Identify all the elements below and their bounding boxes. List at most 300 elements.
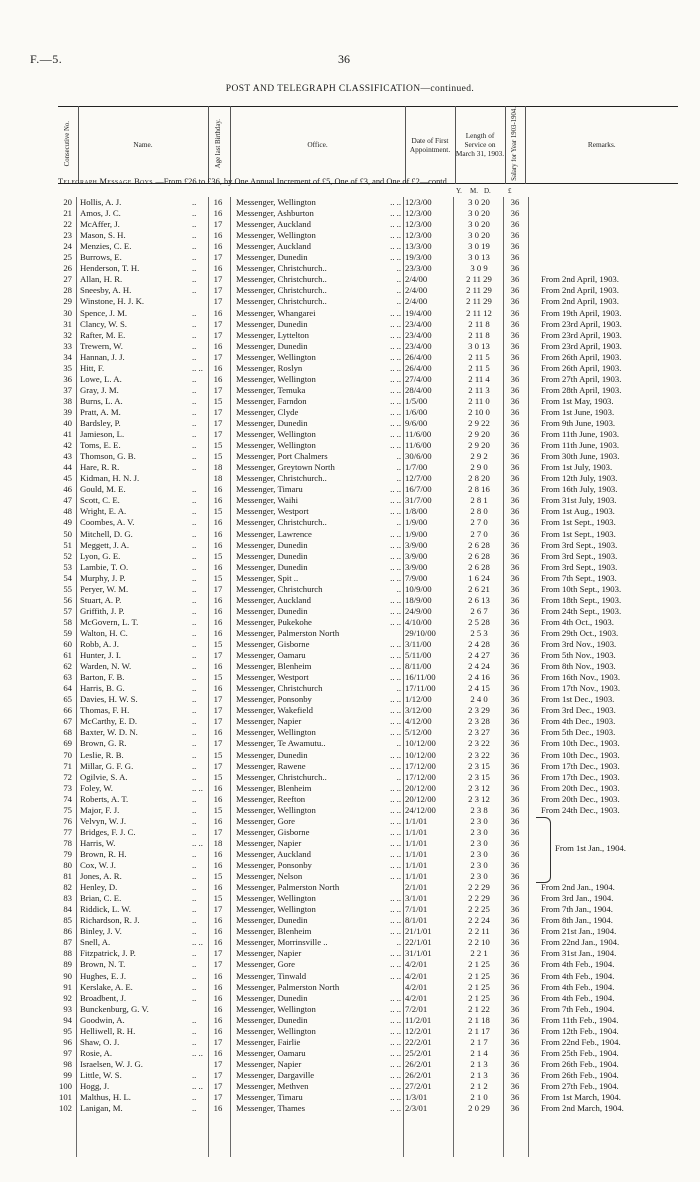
- row-name: Binley, J. V.: [80, 926, 122, 937]
- row-date: 24/9/00: [405, 605, 432, 616]
- row-name: Foley, W.: [80, 782, 113, 793]
- row-length-of-service: 2 4 15: [468, 683, 490, 694]
- table-row: [58, 363, 688, 374]
- row-date: 1/9/00: [405, 517, 428, 528]
- row-length-of-service: 2 9 20: [468, 440, 490, 451]
- row-remark: From 4th Feb., 1904.: [541, 970, 615, 981]
- table-row: [58, 285, 688, 296]
- col-name: Name.: [78, 107, 208, 184]
- row-name-dots: ..: [192, 285, 197, 296]
- table-row: [58, 1070, 688, 1081]
- row-number: 86: [63, 926, 72, 937]
- table-row: [58, 540, 688, 551]
- row-remark: From 7th Jan., 1904.: [541, 904, 613, 915]
- row-office: Messenger, Dunedin: [236, 915, 308, 926]
- row-remark: From 3rd Sept., 1903.: [541, 561, 618, 572]
- row-name: Thomas, F. H.: [80, 705, 130, 716]
- row-length-of-service: 2 8 20: [468, 473, 490, 484]
- row-age: 16: [213, 230, 223, 241]
- row-length-of-service: 2 11 8: [468, 329, 490, 340]
- row-age: 17: [213, 418, 223, 428]
- table-row: [58, 882, 688, 893]
- row-age: 17: [213, 318, 223, 329]
- row-number: 41: [63, 429, 72, 440]
- row-leader-dots: .. ..: [390, 760, 401, 771]
- row-name: Shaw, O. J.: [80, 1036, 120, 1047]
- row-remark: From 26th April, 1903.: [541, 351, 622, 362]
- row-length-of-service: 2 9 0: [470, 462, 488, 473]
- row-age: 17: [213, 274, 223, 285]
- row-remark: From 17th Dec., 1903.: [541, 771, 620, 782]
- row-name: Velvyn, W. J.: [80, 815, 127, 826]
- row-remark: From 3rd Nov., 1903.: [541, 639, 617, 649]
- row-length-of-service: 2 3 12: [468, 782, 490, 793]
- row-name-dots: ..: [192, 495, 197, 506]
- row-date: 11/6/00: [405, 429, 432, 440]
- row-name-dots: ..: [192, 539, 197, 550]
- row-remark: From 31st July, 1903.: [541, 495, 617, 506]
- row-name-dots: ..: [192, 727, 197, 738]
- table-row: [58, 352, 688, 363]
- row-number: 91: [63, 981, 72, 992]
- row-remark: From 1st March, 1904.: [541, 1092, 621, 1103]
- row-name: Harris, B. G.: [80, 683, 125, 694]
- row-salary: 36: [510, 307, 520, 318]
- row-length-of-service: 3 0 9: [470, 263, 488, 274]
- row-leader-dots: .. ..: [390, 804, 401, 815]
- row-age: 15: [213, 550, 223, 561]
- row-length-of-service: 2 5 28: [468, 616, 490, 627]
- row-name-dots: ..: [192, 826, 197, 837]
- row-salary: 36: [510, 219, 520, 230]
- row-number: 42: [63, 440, 72, 451]
- row-leader-dots: .. ..: [390, 241, 401, 252]
- row-number: 40: [63, 418, 72, 428]
- row-length-of-service: 2 9 20: [468, 429, 490, 440]
- row-age: 15: [213, 440, 223, 451]
- table-row: [58, 595, 688, 606]
- row-name: Snell, A.: [80, 937, 111, 948]
- row-name-dots: ..: [192, 561, 197, 572]
- row-name-dots: ..: [192, 1103, 197, 1114]
- row-number: 29: [63, 296, 72, 307]
- row-remark: From 1st June, 1903.: [541, 406, 615, 417]
- row-date: 1/5/00: [405, 395, 428, 406]
- row-name: Hunter, J. I.: [80, 650, 121, 661]
- row-leader-dots: .. ..: [390, 661, 401, 672]
- row-remark: From 23rd April, 1903.: [541, 318, 622, 329]
- row-salary: 36: [510, 959, 520, 970]
- row-date: 23/4/00: [405, 329, 432, 340]
- row-name: Robb, A. J.: [80, 639, 119, 649]
- row-name-dots: .. ..: [192, 1081, 203, 1091]
- row-name: Spence, J. M.: [80, 307, 128, 318]
- row-salary: 36: [510, 429, 520, 440]
- row-length-of-service: 2 1 7: [470, 1036, 488, 1047]
- row-office: Messenger, Gisborne: [236, 826, 310, 837]
- row-date: 1/1/01: [405, 826, 428, 837]
- row-age: 16: [213, 517, 223, 528]
- table-row: [58, 529, 688, 540]
- row-number: 101: [58, 1092, 72, 1103]
- row-number: 33: [63, 340, 72, 351]
- row-office: Messenger, Whangarei: [236, 307, 316, 318]
- row-office: Messenger, Wellington: [236, 351, 316, 362]
- row-name-dots: ..: [192, 1069, 197, 1080]
- row-name: Clancy, W. S.: [80, 318, 127, 329]
- row-age: 16: [213, 992, 223, 1003]
- row-age: 16: [213, 528, 223, 539]
- row-length-of-service: 2 1 25: [468, 959, 490, 970]
- row-name-dots: .. ..: [192, 1047, 203, 1058]
- row-length-of-service: 2 4 0: [470, 694, 488, 705]
- row-leader-dots: .. ..: [390, 208, 401, 219]
- row-remark: From 12th July, 1903.: [541, 473, 618, 484]
- row-number: 61: [63, 650, 72, 661]
- row-leader-dots: .. ..: [390, 650, 401, 661]
- row-leader-dots: .. ..: [390, 915, 401, 926]
- row-leader-dots: .. ..: [390, 1047, 401, 1058]
- row-salary: 36: [510, 197, 520, 207]
- row-remark: From 1st Dec., 1903.: [541, 694, 615, 705]
- row-salary: 36: [510, 848, 520, 859]
- row-office: Messenger, Temuka: [236, 384, 306, 395]
- row-date: 7/9/00: [405, 572, 428, 583]
- row-age: 16: [213, 1047, 223, 1058]
- row-date: 3/1/01: [405, 893, 428, 904]
- row-leader-dots: .. ..: [390, 837, 401, 848]
- row-remark: From 24th Dec., 1903.: [541, 804, 620, 815]
- row-number: 38: [63, 395, 72, 406]
- row-age: 15: [213, 871, 223, 882]
- row-name: Barton, F. B.: [80, 672, 125, 683]
- table-row: [58, 993, 688, 1004]
- row-leader-dots: .. ..: [390, 406, 401, 417]
- row-leader-dots: .. ..: [390, 395, 401, 406]
- table-row: [58, 661, 688, 672]
- row-salary: 36: [510, 418, 520, 428]
- col-salary: Salary for Year 1903-1904.: [505, 107, 525, 184]
- row-number: 87: [63, 937, 72, 948]
- row-office: Messenger, Ashburton: [236, 208, 314, 219]
- row-office: Messenger, Christchurch..: [236, 263, 327, 274]
- row-office: Messenger, Napier: [236, 1058, 302, 1069]
- row-name: Lanigan, M.: [80, 1103, 123, 1114]
- row-length-of-service: 2 7 0: [470, 517, 488, 528]
- row-name: Malthus, H. L.: [80, 1092, 131, 1103]
- row-number: 24: [63, 241, 72, 252]
- row-leader-dots: .. ..: [390, 1069, 401, 1080]
- row-date: 12/3/00: [405, 197, 432, 207]
- row-name-dots: ..: [192, 1025, 197, 1036]
- brace-remark: From 1st Jan., 1904.: [555, 843, 626, 854]
- table-row: [58, 683, 688, 694]
- row-office: Messenger, Greytown North: [236, 462, 335, 473]
- row-date: 21/1/01: [405, 926, 432, 937]
- row-salary: 36: [510, 782, 520, 793]
- table-row: [58, 429, 688, 440]
- row-name: Amos, J. C.: [80, 208, 121, 219]
- row-remark: From 24th Sept., 1903.: [541, 605, 622, 616]
- row-name: Rosie, A.: [80, 1047, 113, 1058]
- table-row: [58, 440, 688, 451]
- table-row: [58, 418, 688, 429]
- row-name-dots: ..: [192, 694, 197, 705]
- row-remark: From 1st July, 1903.: [541, 462, 613, 473]
- row-salary: 36: [510, 882, 520, 893]
- row-date: 20/12/00: [405, 782, 436, 793]
- row-length-of-service: 3 0 20: [468, 219, 490, 230]
- row-salary: 36: [510, 384, 520, 395]
- row-salary: 36: [510, 1081, 520, 1091]
- row-remark: From 12th Feb., 1904.: [541, 1025, 619, 1036]
- row-age: 16: [213, 373, 223, 384]
- row-salary: 36: [510, 572, 520, 583]
- table-body: [58, 197, 688, 1157]
- row-length-of-service: 3 0 20: [468, 197, 490, 207]
- table-row: [58, 1026, 688, 1037]
- row-leader-dots: .. ..: [390, 550, 401, 561]
- table-row: [58, 893, 688, 904]
- row-name: Mitchell, D. G.: [80, 528, 133, 539]
- row-office: Messenger, Christchurch..: [236, 517, 327, 528]
- row-name-dots: ..: [192, 981, 197, 992]
- row-leader-dots: .. ..: [390, 959, 401, 970]
- table-row: [58, 385, 688, 396]
- row-age: 16: [213, 661, 223, 672]
- row-salary: 36: [510, 274, 520, 285]
- table-row: [58, 750, 688, 761]
- row-remark: From 19th April, 1903.: [541, 307, 622, 318]
- row-name-dots: ..: [192, 970, 197, 981]
- row-remark: From 2nd April, 1903.: [541, 285, 619, 296]
- row-age: 16: [213, 815, 223, 826]
- row-salary: 36: [510, 263, 520, 274]
- row-remark: From 29th Oct., 1903.: [541, 627, 619, 638]
- row-name-dots: .. ..: [192, 937, 203, 948]
- row-leader-dots: ..: [396, 462, 401, 473]
- row-leader-dots: .. ..: [390, 1058, 401, 1069]
- row-name-dots: ..: [192, 992, 197, 1003]
- table-row: [58, 1048, 688, 1059]
- row-date: 23/4/00: [405, 340, 432, 351]
- row-date: 20/12/00: [405, 793, 436, 804]
- row-salary: 36: [510, 616, 520, 627]
- row-leader-dots: .. ..: [390, 495, 401, 506]
- row-name: Fitzpatrick, J. P.: [80, 948, 136, 959]
- row-date: 26/4/00: [405, 351, 432, 362]
- row-number: 78: [63, 837, 72, 848]
- row-length-of-service: 2 3 0: [470, 826, 488, 837]
- table-row: [58, 551, 688, 562]
- row-length-of-service: 2 1 25: [468, 981, 490, 992]
- row-number: 97: [63, 1047, 72, 1058]
- row-age: 16: [213, 605, 223, 616]
- unit-days: D.: [484, 187, 491, 195]
- row-remark: From 21st Jan., 1904.: [541, 926, 617, 937]
- row-date: 5/11/00: [405, 650, 432, 661]
- row-salary: 36: [510, 594, 520, 605]
- row-salary: 36: [510, 395, 520, 406]
- row-number: 50: [63, 528, 72, 539]
- row-salary: 36: [510, 550, 520, 561]
- row-salary: 36: [510, 760, 520, 771]
- row-name: Leslie, R. B.: [80, 749, 124, 760]
- row-name-dots: ..: [192, 340, 197, 351]
- row-name-dots: ..: [192, 384, 197, 395]
- row-office: Messenger, Te Awamutu..: [236, 738, 326, 749]
- row-leader-dots: .. ..: [390, 860, 401, 870]
- row-number: 21: [63, 208, 72, 219]
- row-remark: From 4th Feb., 1904.: [541, 959, 615, 970]
- row-age: 17: [213, 384, 223, 395]
- row-name: Bunckenburg, G. V.: [80, 1003, 149, 1014]
- row-office: Messenger, Napier: [236, 716, 302, 727]
- row-office: Messenger, Christchurch..: [236, 274, 327, 285]
- row-name-dots: ..: [192, 860, 197, 870]
- table-row: [58, 330, 688, 341]
- row-number: 58: [63, 616, 72, 627]
- row-length-of-service: 2 2 25: [468, 904, 490, 915]
- table-row: [58, 1037, 688, 1048]
- table-row: [58, 937, 688, 948]
- row-name: Warden, N. W.: [80, 661, 132, 672]
- row-leader-dots: .. ..: [390, 418, 401, 428]
- row-salary: 36: [510, 440, 520, 451]
- row-leader-dots: .. ..: [390, 594, 401, 605]
- row-remark: From 16th Nov., 1903.: [541, 672, 621, 683]
- row-age: 15: [213, 893, 223, 904]
- row-number: 69: [63, 738, 72, 749]
- row-date: 11/6/00: [405, 440, 432, 451]
- row-age: 16: [213, 915, 223, 926]
- row-leader-dots: .. ..: [390, 992, 401, 1003]
- row-length-of-service: 2 3 22: [468, 749, 490, 760]
- row-office: Messenger, Palmerston North: [236, 627, 340, 638]
- row-length-of-service: 2 3 0: [470, 860, 488, 870]
- row-number: 35: [63, 362, 72, 373]
- row-name: Hannan, J. J.: [80, 351, 125, 362]
- row-name-dots: ..: [192, 451, 197, 462]
- table-row: [58, 1092, 688, 1103]
- row-name: Menzies, C. E.: [80, 241, 132, 252]
- row-office: Messenger, Waihi: [236, 495, 299, 506]
- row-remark: From 3rd Sept., 1903.: [541, 539, 618, 550]
- row-office: Messenger, Wellington: [236, 804, 316, 815]
- row-name: Pratt, A. M.: [80, 406, 121, 417]
- row-date: 8/1/01: [405, 915, 428, 926]
- row-length-of-service: 2 1 4: [470, 1047, 488, 1058]
- table-row: [58, 252, 688, 263]
- row-office: Messenger, Blenheim: [236, 661, 312, 672]
- row-number: 90: [63, 970, 72, 981]
- row-date: 1/1/01: [405, 871, 428, 882]
- row-length-of-service: 2 2 1: [470, 948, 488, 959]
- row-number: 72: [63, 771, 72, 782]
- row-number: 60: [63, 639, 72, 649]
- row-office: Messenger, Oamaru: [236, 1047, 306, 1058]
- row-leader-dots: .. ..: [390, 694, 401, 705]
- row-age: 17: [213, 904, 223, 915]
- row-name-dots: ..: [192, 616, 197, 627]
- row-age: 16: [213, 340, 223, 351]
- row-length-of-service: 2 10 0: [468, 406, 490, 417]
- row-date: 8/11/00: [405, 661, 432, 672]
- row-number: 80: [63, 860, 72, 870]
- row-leader-dots: ..: [396, 263, 401, 274]
- row-date: 17/12/00: [405, 771, 436, 782]
- row-office: Messenger, Dunedin: [236, 340, 308, 351]
- row-number: 67: [63, 716, 72, 727]
- col-length-of-service: Length of Service on March 31, 1903.: [455, 107, 505, 184]
- row-salary: 36: [510, 650, 520, 661]
- row-leader-dots: .. ..: [390, 572, 401, 583]
- row-name-dots: ..: [192, 572, 197, 583]
- row-name-dots: ..: [192, 395, 197, 406]
- row-name: Cox, W. J.: [80, 860, 116, 870]
- row-leader-dots: .. ..: [390, 782, 401, 793]
- row-number: 28: [63, 285, 72, 296]
- row-age: 16: [213, 793, 223, 804]
- row-age: 17: [213, 760, 223, 771]
- brace-mark: [536, 817, 551, 883]
- row-remark: From 27th Feb., 1904.: [541, 1081, 619, 1091]
- row-salary: 36: [510, 484, 520, 495]
- table-row: [58, 860, 688, 871]
- row-leader-dots: .. ..: [390, 1003, 401, 1014]
- row-leader-dots: .. ..: [390, 904, 401, 915]
- row-salary: 36: [510, 1047, 520, 1058]
- row-salary: 36: [510, 318, 520, 329]
- row-date: 13/3/00: [405, 241, 432, 252]
- row-name: Hare, R. R.: [80, 462, 120, 473]
- row-number: 52: [63, 550, 72, 561]
- row-leader-dots: ..: [396, 274, 401, 285]
- row-name-dots: ..: [192, 815, 197, 826]
- row-date: 2/4/00: [405, 285, 428, 296]
- row-leader-dots: .. ..: [390, 539, 401, 550]
- row-office: Messenger, Westport: [236, 672, 309, 683]
- row-remark: From 18th Sept., 1903.: [541, 594, 622, 605]
- table-row: [58, 1081, 688, 1092]
- row-name: Hughes, E. J.: [80, 970, 127, 981]
- row-office: Messenger, Morrinsville ..: [236, 937, 328, 948]
- row-length-of-service: 2 0 29: [468, 1103, 490, 1114]
- row-age: 16: [213, 241, 223, 252]
- row-remark: From 3rd Sept., 1903.: [541, 550, 618, 561]
- row-number: 39: [63, 406, 72, 417]
- row-age: 16: [213, 860, 223, 870]
- row-number: 65: [63, 694, 72, 705]
- table-row: [58, 915, 688, 926]
- row-salary: 36: [510, 561, 520, 572]
- row-leader-dots: .. ..: [390, 926, 401, 937]
- row-number: 79: [63, 848, 72, 859]
- row-length-of-service: 2 1 0: [470, 1092, 488, 1103]
- row-length-of-service: 2 5 3: [470, 627, 488, 638]
- row-length-of-service: 2 3 15: [468, 771, 490, 782]
- row-length-of-service: 2 11 29: [466, 274, 492, 285]
- table-row: [58, 573, 688, 584]
- row-age: 17: [213, 1036, 223, 1047]
- row-salary: 36: [510, 694, 520, 705]
- row-leader-dots: .. ..: [390, 1092, 401, 1103]
- row-number: 70: [63, 749, 72, 760]
- row-age: 16: [213, 848, 223, 859]
- row-remark: From 17th Nov., 1903.: [541, 683, 621, 694]
- row-number: 95: [63, 1025, 72, 1036]
- row-leader-dots: ..: [396, 296, 401, 307]
